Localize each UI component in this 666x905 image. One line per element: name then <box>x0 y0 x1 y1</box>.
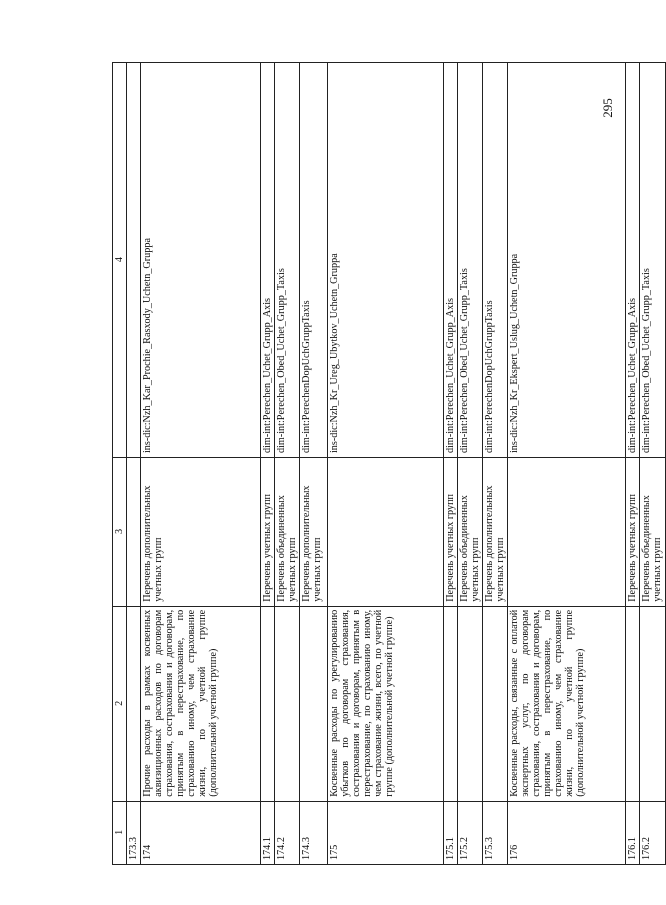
row-code: dim-int:Perechen_Obed_Uchet_Grupp_Taxis <box>640 63 666 458</box>
table-row <box>261 63 275 865</box>
table-row <box>127 63 141 865</box>
row-code: dim-int:Perechen_Obed_Uchet_Grupp_Taxis <box>458 63 483 458</box>
row-number: 175 <box>328 801 444 864</box>
row-name: Перечень учетных групп <box>261 458 275 607</box>
header-col-2: 2 <box>113 606 127 801</box>
row-code: dim-int:PerechenDopUchGruppTaxis <box>483 63 508 458</box>
row-name <box>127 458 141 607</box>
row-description <box>261 606 275 801</box>
table-row <box>328 63 444 865</box>
header-col-1: 1 <box>113 801 127 864</box>
row-number: 174.2 <box>275 801 300 864</box>
row-number: 174.3 <box>300 801 328 864</box>
row-number: 176.2 <box>640 801 666 864</box>
row-description-text: Косвенные расходы, связанные с оплатой экспертных услуг, по договорам страхования, сострахования и договорам, принятым в перестрахование, по страхованию иному, чем страхование жизни, по учетной группе (дополнительной учетной группе) <box>509 609 587 797</box>
row-description <box>640 606 666 801</box>
row-name <box>508 458 626 607</box>
row-name: Перечень дополнительных учетных групп <box>483 458 508 607</box>
row-description <box>508 606 626 801</box>
row-description <box>483 606 508 801</box>
table-row <box>640 63 666 865</box>
header-col-3: 3 <box>113 458 127 607</box>
row-name: Перечень дополнительных учетных групп <box>300 458 328 607</box>
row-description <box>141 606 261 801</box>
table-row <box>626 63 640 865</box>
table-row <box>458 63 483 865</box>
row-code: dim-int:Perechen_Obed_Uchet_Grupp_Taxis <box>275 63 300 458</box>
row-number: 174.1 <box>261 801 275 864</box>
table-row <box>444 63 458 865</box>
row-description <box>127 606 141 801</box>
row-description <box>626 606 640 801</box>
row-number: 174 <box>141 801 261 864</box>
row-number: 173.3 <box>127 801 141 864</box>
row-number: 175.3 <box>483 801 508 864</box>
row-code: ins-dic:Nzh_Kar_Prochie_Rasxody_Uchetn_Gruppa <box>141 63 261 458</box>
table-row <box>275 63 300 865</box>
table-row <box>141 63 261 865</box>
row-number: 176 <box>508 801 626 864</box>
table-row <box>508 63 626 865</box>
row-number: 175.2 <box>458 801 483 864</box>
row-code: ins-dic:Nzh_Kr_Ureg_Ubytkov_Uchetn_Gruppa <box>328 63 444 458</box>
row-description-text: Прочие расходы в рамках косвенных аквизиционных расходов по договорам страхования, сострахования и договорам, принятым в перестрахование, по страхованию иному, чем страхование жизни, по учетной группе (дополнительной учетной группе) <box>142 609 220 797</box>
row-name: Перечень дополнительных учетных групп <box>141 458 261 607</box>
header-col-4: 4 <box>113 63 127 458</box>
row-code: dim-int:Perechen_Uchet_Grupp_Axis <box>626 63 640 458</box>
row-description <box>300 606 328 801</box>
row-number: 175.1 <box>444 801 458 864</box>
row-name: Перечень объединенных учетных групп <box>458 458 483 607</box>
row-name: Перечень учетных групп <box>444 458 458 607</box>
row-description <box>275 606 300 801</box>
row-code: dim-int:Perechen_Uchet_Grupp_Axis <box>444 63 458 458</box>
row-code: ins-dic:Nzh_Kr_Ekspert_Uslug_Uchetn_Gruppa <box>508 63 626 458</box>
row-name <box>328 458 444 607</box>
row-description-text: Косвенные расходы по урегулированию убытков по договорам страхования, сострахования и договорам, принятым в перестрахование, по страхованию иному, чем страхование жизни, всего, по учетной группе (дополнительной учетной группе) <box>329 609 396 797</box>
row-description <box>444 606 458 801</box>
row-description <box>458 606 483 801</box>
data-table <box>112 62 666 865</box>
row-name: Перечень объединенных учетных групп <box>640 458 666 607</box>
row-code <box>127 63 141 458</box>
table-header-row <box>113 63 127 865</box>
row-code: dim-int:PerechenDopUchGruppTaxis <box>300 63 328 458</box>
row-number: 176.1 <box>626 801 640 864</box>
row-code: dim-int:Perechen_Uchet_Grupp_Axis <box>261 63 275 458</box>
table-row <box>300 63 328 865</box>
row-description <box>328 606 444 801</box>
row-name: Перечень объединенных учетных групп <box>275 458 300 607</box>
page-number: 295 <box>600 98 615 118</box>
row-name: Перечень учетных групп <box>626 458 640 607</box>
table-row <box>483 63 508 865</box>
